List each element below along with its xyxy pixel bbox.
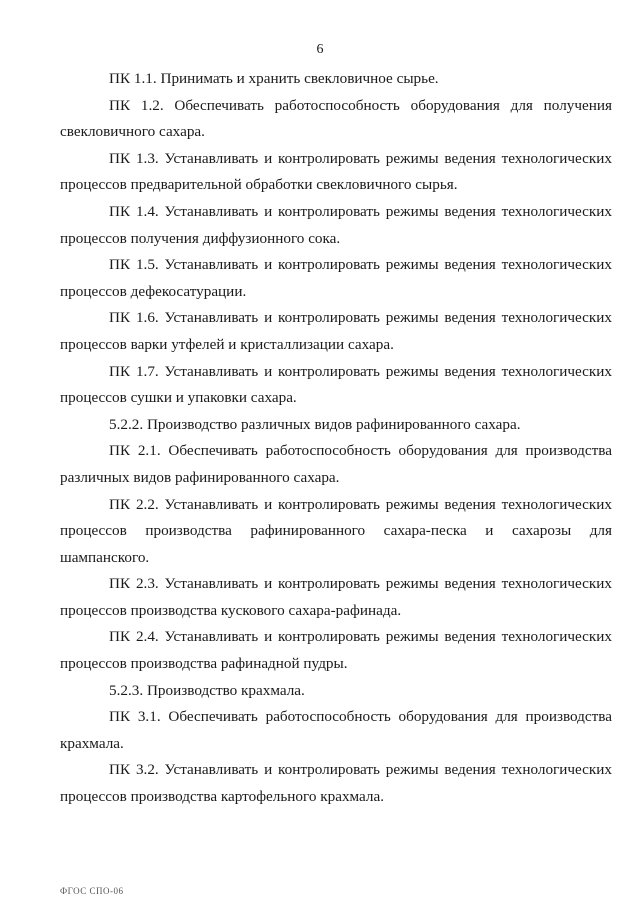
paragraph-pk-1-1: ПК 1.1. Принимать и хранить свекловичное сырье. [109,70,439,87]
paragraph-pk-1-5: ПК 1.5. Устанавливать и контролировать режимы ведения технологических процессов дефекосатурации. [60,256,612,300]
paragraph-pk-2-3: ПК 2.3. Устанавливать и контролировать режимы ведения технологических процессов производства кускового сахара-рафинада. [60,575,612,619]
paragraph-pk-1-2: ПК 1.2. Обеспечивать работоспособность оборудования для получения свекловичного сахара. [60,96,612,141]
document-body [60,66,612,811]
paragraph-pk-1-3: ПК 1.3. Устанавливать и контролировать режимы ведения технологических процессов предварительной обработки свекловичного сырья. [60,149,612,194]
paragraph-pk-2-2: ПК 2.2. Устанавливать и контролировать режимы ведения технологических процессов производства рафинированного сахара-песка и сахарозы для шампанского. [60,495,612,566]
paragraph-pk-1-4: ПК 1.4. Устанавливать и контролировать режимы ведения технологических процессов получения диффузионного сока. [60,202,612,247]
paragraph-pk-2-1: ПК 2.1. Обеспечивать работоспособность оборудования для производства различных видов рафинированного сахара. [60,442,612,486]
footer-stamp: ФГОС СПО-06 [60,886,124,896]
section-heading-5-2-2: 5.2.2. Производство различных видов рафинированного сахара. [109,415,521,433]
paragraph-pk-1-6: ПК 1.6. Устанавливать и контролировать режимы ведения технологических процессов варки утфелей и кристаллизации сахара. [60,309,612,353]
paragraph-pk-3-1: ПК 3.1. Обеспечивать работоспособность оборудования для производства крахмала. [60,708,612,752]
section-heading-5-2-3: 5.2.3. Производство крахмала. [109,681,305,699]
paragraph-pk-2-4: ПК 2.4. Устанавливать и контролировать режимы ведения технологических процессов производства рафинадной пудры. [60,628,612,673]
paragraph-pk-3-2: ПК 3.2. Устанавливать и контролировать режимы ведения технологических процессов производства картофельного крахмала. [60,761,612,806]
page-number: 6 [316,42,324,57]
paragraph-pk-1-7: ПК 1.7. Устанавливать и контролировать режимы ведения технологических процессов сушки и упаковки сахара. [60,362,612,407]
